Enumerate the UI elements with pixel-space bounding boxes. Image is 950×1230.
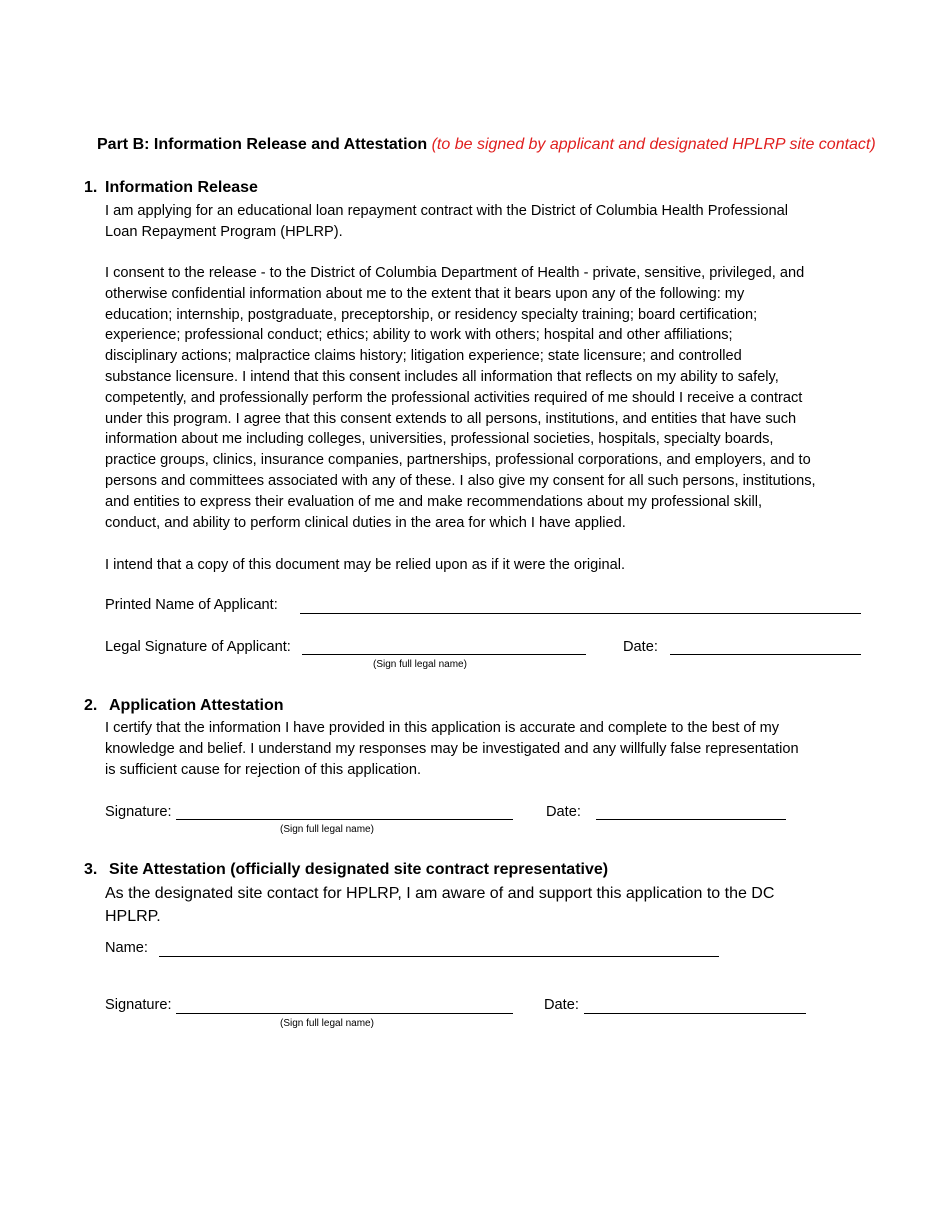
section-3-heading: [84, 861, 608, 879]
site-date-label: Date:: [544, 997, 579, 1013]
text-line: is sufficient cause for rejection of this application.: [105, 761, 422, 778]
text-line: I intend that a copy of this document may be relied upon as if it were the original.: [105, 557, 625, 573]
section-3-number: 3.: [84, 861, 98, 878]
attestation-signature-hint: (Sign full legal name): [280, 824, 374, 835]
text-line: and entities to express their evaluation of me and make recommendations about my professional skill,: [105, 493, 763, 510]
site-name-field[interactable]: [159, 956, 719, 957]
text-line: I consent to the release - to the District of Columbia Department of Health - private, sensitive, privileged, and: [105, 265, 805, 281]
applicant-signature-label: Legal Signature of Applicant:: [105, 639, 291, 655]
section-2-text: [105, 718, 875, 780]
text-line: substance licensure. I intend that this consent includes all information that reflects on my ability to safely,: [105, 368, 779, 385]
text-line: competently, and professionally perform the professional activities required of me should I receive a contract: [105, 389, 803, 406]
applicant-signature-field[interactable]: [302, 654, 586, 655]
text-line: information about me including colleges, universities, professional societies, hospitals, specialty boards,: [105, 431, 774, 448]
text-line: HPLRP.: [105, 908, 161, 925]
attestation-signature-label: Signature:: [105, 804, 172, 820]
site-signature-field[interactable]: [176, 1013, 513, 1014]
site-signature-label: Signature:: [105, 997, 172, 1013]
printed-name-label: Printed Name of Applicant:: [105, 597, 278, 613]
text-line: Loan Repayment Program (HPLRP).: [105, 223, 343, 240]
text-line: disciplinary actions; malpractice claims history; litigation experience; state licensure; and controlled: [105, 348, 742, 365]
text-line: knowledge and belief. I understand my responses may be investigated and any willfully false representation: [105, 740, 799, 757]
text-line: As the designated site contact for HPLRP, I am aware of and support this application to the DC: [105, 885, 775, 902]
title-note: (to be signed by applicant and designated HPLRP site contact): [431, 136, 876, 153]
section-3-title: Site Attestation (officially designated site contract representative): [109, 861, 609, 878]
section-1-number: 1.: [84, 179, 98, 196]
text-line: practice groups, clinics, insurance companies, partnerships, professional corporations, and employers, and to: [105, 452, 811, 469]
section-2-heading: [84, 697, 284, 715]
site-signature-hint: (Sign full legal name): [280, 1018, 374, 1029]
text-line: persons and committees associated with any of these. I also give my consent for all such persons, institutions,: [105, 472, 816, 489]
section-1-title: Information Release: [105, 179, 258, 196]
attestation-date-field[interactable]: [596, 819, 786, 820]
section-3-text: [105, 882, 875, 928]
text-line: I certify that the information I have provided in this application is accurate and complete to the best of my: [105, 720, 780, 736]
text-line: under this program. I agree that this consent extends to all persons, institutions, and entities that have such: [105, 410, 797, 427]
applicant-date-field[interactable]: [670, 654, 861, 655]
section-1-heading: [84, 179, 258, 197]
text-line: I am applying for an educational loan repayment contract with the District of Columbia Health Professional: [105, 203, 789, 219]
section-2-number: 2.: [84, 697, 98, 714]
attestation-date-label: Date:: [546, 804, 581, 820]
text-line: education; internship, postgraduate, preceptorship, or residency specialty training; board certification;: [105, 306, 758, 323]
section-1-copy-note: [105, 555, 875, 576]
text-line: otherwise confidential information about me to the extent that it bears upon any of the following: my: [105, 285, 745, 302]
printed-name-field[interactable]: [300, 613, 861, 614]
applicant-date-label: Date:: [623, 639, 658, 655]
section-1-consent: [105, 263, 875, 533]
applicant-signature-hint: (Sign full legal name): [373, 659, 467, 670]
section-1-intro: [105, 201, 875, 243]
attestation-signature-field[interactable]: [176, 819, 513, 820]
title-text: Part B: Information Release and Attestation: [97, 136, 428, 153]
page-title: [97, 136, 876, 154]
text-line: conduct, and ability to perform clinical duties in the area for which I have applied.: [105, 514, 626, 531]
text-line: experience; professional conduct; ethics; ability to work with others; hospital and other affiliations;: [105, 327, 733, 344]
site-name-label: Name:: [105, 940, 148, 956]
site-date-field[interactable]: [584, 1013, 806, 1014]
section-2-title: Application Attestation: [109, 697, 284, 714]
